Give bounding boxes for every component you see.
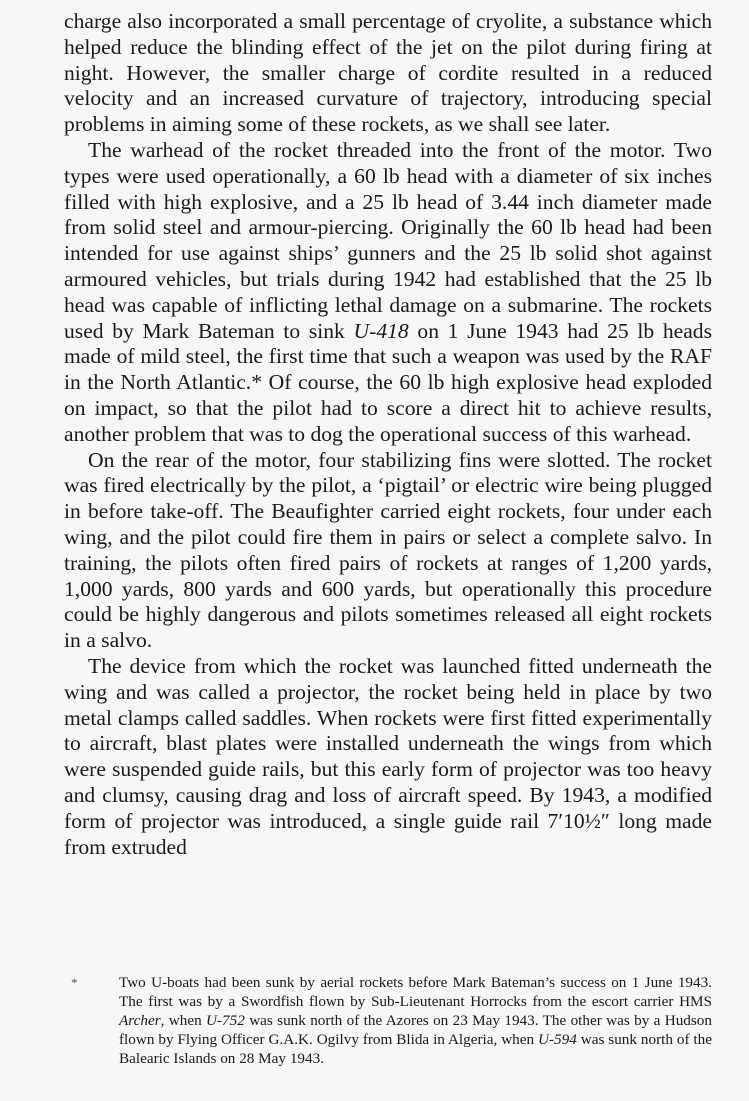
footnote xyxy=(119,973,712,1068)
body-text xyxy=(64,9,712,860)
paragraph xyxy=(64,448,712,654)
text-run: Two U-boats had been sunk by aerial rockets before Mark Bateman’s success on 1 June 1943. The first was by a Swordfish flown by Sub-Lieutenant Horrocks from the escort carrier HMS xyxy=(119,974,712,1010)
ship-name: Archer xyxy=(119,1012,161,1029)
text-run: The device from which the rocket was launched fitted underneath the wing and was called a projector, the rocket being held in place by two metal clamps called saddles. When rockets were first fitted experimentally to aircraft, blast plates were installed underneath the wings from which were suspended guide rails, but this early form of projector was too heavy and clumsy, causing drag and loss of aircraft speed. By 1943, a modified form of projector was introduced, a single guide rail 7′10½″ long made from extruded xyxy=(64,653,712,859)
text-run: On the rear of the motor, four stabilizing fins were slotted. The rocket was fired electrically by the pilot, a ‘pigtail’ or electric wire being plugged in before take-off. The Beaufighter carried eight rockets, four under each wing, and the pilot could fire them in pairs or select a complete salvo. In training, the pilots often fired pairs of rockets at ranges of 1,200 yards, 1,000 yards, 800 yards and 600 yards, but operationally this procedure could be highly dangerous and pilots sometimes released all eight rockets in a salvo. xyxy=(64,447,712,653)
paragraph xyxy=(64,9,712,138)
paragraph xyxy=(64,654,712,860)
text-run: was sunk north of the Balearic Islands on 28 May 1943. xyxy=(119,1031,712,1067)
text-run: , when xyxy=(160,1012,207,1029)
text-run: was sunk north of the Azores on 23 May 1943. The other was by a Hudson flown by Flying Officer G.A.K. Ogilvy from Blida in Algeria, when xyxy=(119,1012,712,1048)
text-run: on 1 June 1943 had 25 lb heads made of mild steel, the first time that such a weapon was used by the RAF in the North Atlantic.* Of course, the 60 lb high explosive head exploded on impact, so that the pilot had to score a direct hit to achieve results, another problem that was to dog the operational success of this warhead. xyxy=(64,318,712,446)
text-run: The warhead of the rocket threaded into the front of the motor. Two types were used operationally, a 60 lb head with a diameter of six inches filled with high explosive, and a 25 lb head of 3.44 inch diameter made from solid steel and armour-piercing. Originally the 60 lb head had been intended for use against ships’ gunners and the 25 lb solid shot against armoured vehicles, but trials during 1942 had established that the 25 lb head was capable of inflicting lethal damage on a submarine. The rockets used by Mark Bateman to sink xyxy=(64,137,712,343)
submarine-name: U-752 xyxy=(206,1012,245,1029)
footnote-marker: * xyxy=(71,975,78,990)
submarine-name: U-594 xyxy=(538,1031,577,1048)
submarine-name: U-418 xyxy=(353,318,409,343)
paragraph xyxy=(64,138,712,448)
text-run: charge also incorporated a small percentage of cryolite, a substance which helped reduce the blinding effect of the jet on the pilot during firing at night. However, the smaller charge of cordite resulted in a reduced velocity and an increased curvature of trajectory, introducing special problems in aiming some of these rockets, as we shall see later. xyxy=(64,9,712,137)
footnote-text xyxy=(119,973,712,1068)
